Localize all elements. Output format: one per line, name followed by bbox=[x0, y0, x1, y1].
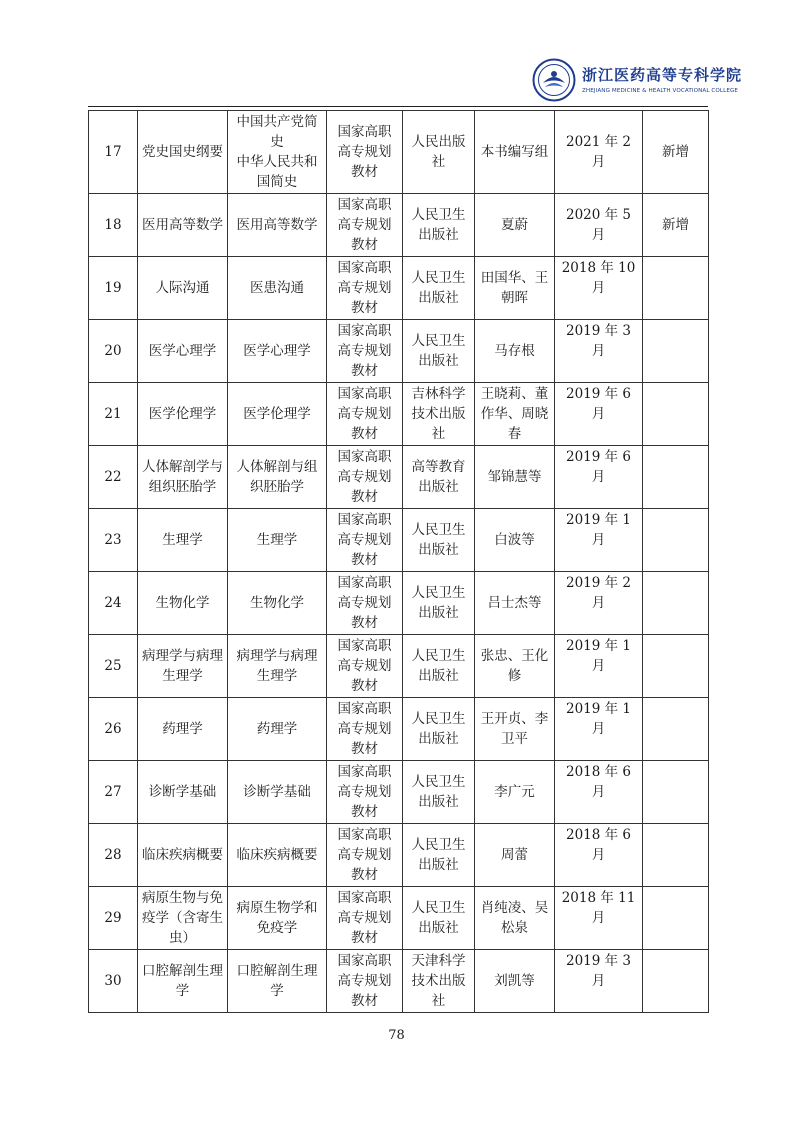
table-row bbox=[89, 446, 709, 509]
row-number-cell: 25 bbox=[89, 635, 138, 698]
course-name-cell: 人体解剖学与组织胚胎学 bbox=[138, 446, 228, 509]
course-name-cell: 药理学 bbox=[138, 698, 228, 761]
author-cell: 李广元 bbox=[475, 761, 555, 824]
author-cell: 马存根 bbox=[475, 320, 555, 383]
author-cell: 王开贞、李卫平 bbox=[475, 698, 555, 761]
author-cell: 夏蔚 bbox=[475, 194, 555, 257]
page-number: 78 bbox=[388, 1028, 405, 1043]
table-row bbox=[89, 572, 709, 635]
table-row bbox=[89, 320, 709, 383]
publish-date-cell: 2019 年 3 月 bbox=[555, 320, 643, 383]
header-divider bbox=[88, 106, 708, 107]
publish-date-cell: 2021 年 2 月 bbox=[555, 111, 643, 194]
course-name-cell: 生物化学 bbox=[138, 572, 228, 635]
textbook-name-cell: 生理学 bbox=[228, 509, 327, 572]
note-cell bbox=[643, 572, 709, 635]
publish-date-cell: 2019 年 6 月 bbox=[555, 446, 643, 509]
textbook-type-cell: 国家高职高专规划教材 bbox=[327, 446, 403, 509]
publish-date-cell: 2018 年 6 月 bbox=[555, 761, 643, 824]
textbook-type-cell: 国家高职高专规划教材 bbox=[327, 320, 403, 383]
course-name-cell: 病原生物与免疫学（含寄生虫） bbox=[138, 887, 228, 950]
table-row bbox=[89, 194, 709, 257]
school-logo bbox=[532, 58, 743, 104]
row-number-cell: 17 bbox=[89, 111, 138, 194]
note-cell bbox=[643, 887, 709, 950]
course-name-cell: 诊断学基础 bbox=[138, 761, 228, 824]
table-row bbox=[89, 635, 709, 698]
course-name-cell: 党史国史纲要 bbox=[138, 111, 228, 194]
note-cell bbox=[643, 635, 709, 698]
row-number-cell: 20 bbox=[89, 320, 138, 383]
textbook-type-cell: 国家高职高专规划教材 bbox=[327, 950, 403, 1013]
note-cell bbox=[643, 950, 709, 1013]
course-name-cell: 病理学与病理生理学 bbox=[138, 635, 228, 698]
note-cell: 新增 bbox=[643, 194, 709, 257]
note-cell bbox=[643, 257, 709, 320]
course-name-cell: 生理学 bbox=[138, 509, 228, 572]
textbook-type-cell: 国家高职高专规划教材 bbox=[327, 111, 403, 194]
page-header bbox=[0, 0, 793, 112]
publish-date-cell: 2019 年 1 月 bbox=[555, 635, 643, 698]
note-cell bbox=[643, 320, 709, 383]
textbook-name-cell: 口腔解剖生理学 bbox=[228, 950, 327, 1013]
table-row bbox=[89, 950, 709, 1013]
table-row bbox=[89, 383, 709, 446]
textbook-name-cell: 药理学 bbox=[228, 698, 327, 761]
note-cell bbox=[643, 446, 709, 509]
course-name-cell: 临床疾病概要 bbox=[138, 824, 228, 887]
course-name-cell: 医用高等数学 bbox=[138, 194, 228, 257]
row-number-cell: 21 bbox=[89, 383, 138, 446]
row-number-cell: 30 bbox=[89, 950, 138, 1013]
row-number-cell: 22 bbox=[89, 446, 138, 509]
author-cell: 白波等 bbox=[475, 509, 555, 572]
publisher-cell: 天津科学技术出版社 bbox=[403, 950, 475, 1013]
textbook-type-cell: 国家高职高专规划教材 bbox=[327, 509, 403, 572]
textbook-type-cell: 国家高职高专规划教材 bbox=[327, 635, 403, 698]
note-cell: 新增 bbox=[643, 111, 709, 194]
row-number-cell: 27 bbox=[89, 761, 138, 824]
textbook-name-cell: 病理学与病理生理学 bbox=[228, 635, 327, 698]
publisher-cell: 人民卫生出版社 bbox=[403, 194, 475, 257]
note-cell bbox=[643, 761, 709, 824]
author-cell: 本书编写组 bbox=[475, 111, 555, 194]
textbook-type-cell: 国家高职高专规划教材 bbox=[327, 761, 403, 824]
author-cell: 吕士杰等 bbox=[475, 572, 555, 635]
publish-date-cell: 2019 年 1 月 bbox=[555, 698, 643, 761]
note-cell bbox=[643, 698, 709, 761]
textbook-table bbox=[88, 110, 709, 1013]
row-number-cell: 29 bbox=[89, 887, 138, 950]
note-cell bbox=[643, 383, 709, 446]
textbook-name-cell: 医学伦理学 bbox=[228, 383, 327, 446]
textbook-type-cell: 国家高职高专规划教材 bbox=[327, 887, 403, 950]
row-number-cell: 23 bbox=[89, 509, 138, 572]
textbook-type-cell: 国家高职高专规划教材 bbox=[327, 194, 403, 257]
table-row bbox=[89, 509, 709, 572]
publish-date-cell: 2018 年 6 月 bbox=[555, 824, 643, 887]
row-number-cell: 18 bbox=[89, 194, 138, 257]
textbook-name-cell: 医用高等数学 bbox=[228, 194, 327, 257]
publisher-cell: 吉林科学技术出版社 bbox=[403, 383, 475, 446]
author-cell: 邹锦慧等 bbox=[475, 446, 555, 509]
course-name-cell: 口腔解剖生理学 bbox=[138, 950, 228, 1013]
author-cell: 刘凯等 bbox=[475, 950, 555, 1013]
publish-date-cell: 2019 年 2 月 bbox=[555, 572, 643, 635]
publisher-cell: 人民卫生出版社 bbox=[403, 257, 475, 320]
table-row bbox=[89, 824, 709, 887]
publisher-cell: 人民卫生出版社 bbox=[403, 698, 475, 761]
table-row bbox=[89, 698, 709, 761]
textbook-table-body bbox=[89, 111, 709, 1013]
textbook-type-cell: 国家高职高专规划教材 bbox=[327, 698, 403, 761]
author-cell: 周蕾 bbox=[475, 824, 555, 887]
textbook-name-cell: 生物化学 bbox=[228, 572, 327, 635]
course-name-cell: 人际沟通 bbox=[138, 257, 228, 320]
table-row bbox=[89, 887, 709, 950]
publish-date-cell: 2019 年 3 月 bbox=[555, 950, 643, 1013]
school-name-en: ZHEJIANG MEDICINE & HEALTH VOCATIONAL COLLEGE bbox=[582, 88, 739, 94]
row-number-cell: 28 bbox=[89, 824, 138, 887]
textbook-type-cell: 国家高职高专规划教材 bbox=[327, 257, 403, 320]
textbook-name-cell: 临床疾病概要 bbox=[228, 824, 327, 887]
author-cell: 张忠、王化修 bbox=[475, 635, 555, 698]
publish-date-cell: 2018 年 10 月 bbox=[555, 257, 643, 320]
publisher-cell: 人民卫生出版社 bbox=[403, 320, 475, 383]
table-row bbox=[89, 257, 709, 320]
publisher-cell: 人民卫生出版社 bbox=[403, 761, 475, 824]
textbook-name-cell: 医学心理学 bbox=[228, 320, 327, 383]
row-number-cell: 19 bbox=[89, 257, 138, 320]
publisher-cell: 人民卫生出版社 bbox=[403, 887, 475, 950]
publisher-cell: 人民卫生出版社 bbox=[403, 509, 475, 572]
textbook-type-cell: 国家高职高专规划教材 bbox=[327, 383, 403, 446]
school-emblem-icon bbox=[532, 58, 576, 102]
textbook-type-cell: 国家高职高专规划教材 bbox=[327, 824, 403, 887]
note-cell bbox=[643, 824, 709, 887]
publisher-cell: 高等教育出版社 bbox=[403, 446, 475, 509]
publisher-cell: 人民卫生出版社 bbox=[403, 572, 475, 635]
publish-date-cell: 2020 年 5 月 bbox=[555, 194, 643, 257]
textbook-type-cell: 国家高职高专规划教材 bbox=[327, 572, 403, 635]
row-number-cell: 24 bbox=[89, 572, 138, 635]
note-cell bbox=[643, 509, 709, 572]
textbook-name-cell: 中国共产党简史 中华人民共和国简史 bbox=[228, 111, 327, 194]
table-row bbox=[89, 111, 709, 194]
textbook-name-cell: 医患沟通 bbox=[228, 257, 327, 320]
school-name-cn: 浙江医药高等专科学院 bbox=[582, 66, 743, 84]
textbook-name-cell: 诊断学基础 bbox=[228, 761, 327, 824]
course-name-cell: 医学心理学 bbox=[138, 320, 228, 383]
textbook-name-cell: 病原生物学和免疫学 bbox=[228, 887, 327, 950]
author-cell: 王晓莉、董作华、周晓春 bbox=[475, 383, 555, 446]
author-cell: 肖纯凌、吴松泉 bbox=[475, 887, 555, 950]
publish-date-cell: 2018 年 11 月 bbox=[555, 887, 643, 950]
publisher-cell: 人民出版社 bbox=[403, 111, 475, 194]
table-row bbox=[89, 761, 709, 824]
publish-date-cell: 2019 年 1 月 bbox=[555, 509, 643, 572]
publisher-cell: 人民卫生出版社 bbox=[403, 635, 475, 698]
publish-date-cell: 2019 年 6 月 bbox=[555, 383, 643, 446]
author-cell: 田国华、王朝晖 bbox=[475, 257, 555, 320]
publisher-cell: 人民卫生出版社 bbox=[403, 824, 475, 887]
row-number-cell: 26 bbox=[89, 698, 138, 761]
textbook-name-cell: 人体解剖与组织胚胎学 bbox=[228, 446, 327, 509]
course-name-cell: 医学伦理学 bbox=[138, 383, 228, 446]
